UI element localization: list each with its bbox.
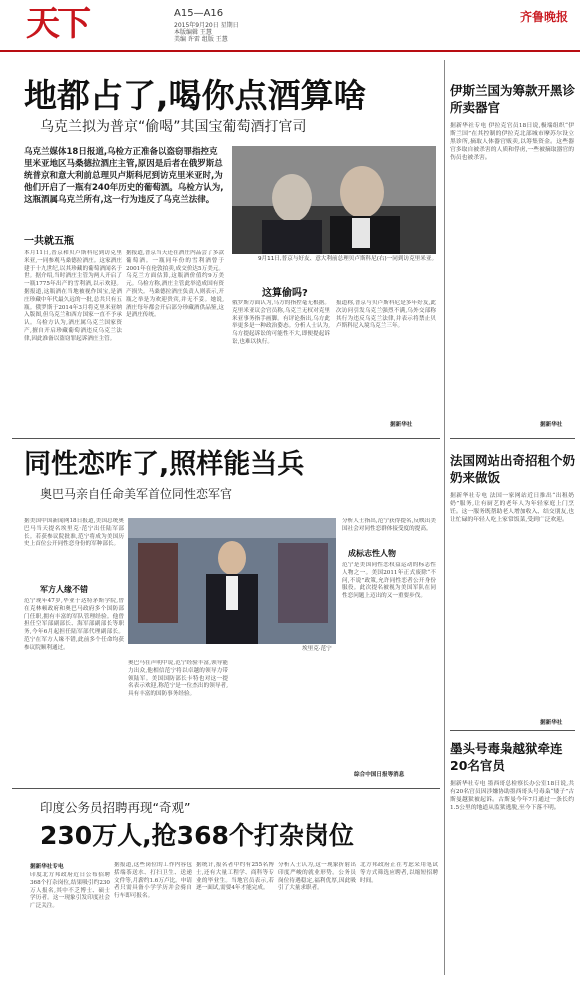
story2-col1: 范宁现年47岁,毕业于达特茅斯学院,曾在克林顿政府和奥巴马政府多个国防部门任职,拥有丰富的军队管理经验。他曾担任空军部副部长、海军部副部长等职务,今年6月起担任陆军部代理副部长。范宁在军方人缘不错,此前多个任命均获参议院顺利通过。 xyxy=(24,598,124,651)
sidebar-item1-author: 据新华社 xyxy=(540,422,563,428)
story3-kicker: 印度公务员招聘再现“奇观” xyxy=(40,800,191,815)
story3-col4: 分析人士认为,这一现象折射出印度严峻的就业形势。公务员岗位待遇稳定,福利优厚,因此吸引了大量求职者。 xyxy=(278,862,356,892)
sidebar-item1-title: 伊斯兰国为筹款开黑诊所卖器官 xyxy=(450,83,576,115)
story1-col1: 本月11日,普京和贝卢斯科尼到访克里米亚,一同参观马桑德拉酒庄。这家酒庄建于十九世纪,以其珍藏的葡萄酒闻名于世。据介绍,当时酒庄主管为两人开启了一瓶1775年出产的雪利酒,以示欢迎。据报道,这瓶酒在当地被视作国宝,是酒庄珍藏中年代最久远的一批,总共只有五瓶。俄罗斯于2014年3月将克里米亚纳入版图,但乌克兰和西方国家一直不予承认。乌检方认为,酒庄属乌克兰国家资产,擅自开启珍藏葡萄酒违反乌克兰法律,因此准备以盗窃罪起诉酒庄主管。 xyxy=(24,250,122,342)
story2-subhead: 奥巴马亲自任命美军首位同性恋军官 xyxy=(40,487,233,501)
story2-author: 综合中国日报等消息 xyxy=(354,772,405,778)
story2-col4: 分析人士指出,范宁获得提名,反映出美国社会对同性恋群体接受度的提高。 xyxy=(342,518,436,532)
story1-photo xyxy=(232,146,436,254)
sidebar-item3-title: 墨头号毒枭越狱牵连20名官员 xyxy=(450,741,563,773)
sidebar-divider xyxy=(450,438,575,439)
editor-line: 本版编辑 王慧 xyxy=(174,29,212,36)
story1-col3: 俄罗斯方面认为,乌方的指控毫无根据。克里米亚议会官员称,乌克兰无权对克里米亚事务指手画脚。有评论指出,乌方此举更多是一种政治姿态。分析人士认为,乌方提起诉讼的可能性不大,即便提起诉讼,也难以执行。 xyxy=(232,300,330,345)
story3-col1: 印度北方邦政府近日公布招聘368个打杂岗位,结果吸引约230万人报名,其中不乏博士、硕士学历者。这一现象引发印度社会广泛关注。 xyxy=(30,872,110,910)
story2-intro: 据美国中国新闻网18日报道,美国总统奥巴马当天提名埃里克·范宁出任陆军部长。若获参议院批准,范宁将成为美国历史上首位公开同性恋身份的军种部长。 xyxy=(24,518,124,548)
putin-berlusconi-photo xyxy=(232,146,436,254)
story1-section-title: 一共就五瓶 xyxy=(24,236,74,247)
column-divider xyxy=(444,60,445,975)
story3-col5: 北方邦政府正在考虑采用笔试等方式筛选应聘者,以缩短招聘时间。 xyxy=(360,862,438,884)
section-divider xyxy=(12,438,440,439)
story2-photo xyxy=(128,518,336,644)
masthead xyxy=(0,0,580,52)
sidebar-item2-title: 法国网站出奇招租个奶奶来做饭 xyxy=(450,453,576,485)
story1-col4: 报道称,普京与贝卢斯科尼是多年好友,此次访问引发乌克兰强烈不满,乌外交部称其行为违反乌克兰法律,并表示将禁止贝卢斯科尼入境乌克兰三年。 xyxy=(336,300,436,330)
story3-col3: 据统计,报名者中约有255名博士,还有大量工程学、商科等专业的毕业生。当地官员表示,若逐一面试,需要4年才能完成。 xyxy=(196,862,274,892)
sidebar-item2-body: 据新华社专电 法国一家网站近日推出“出租奶奶”服务,让有厨艺的老年人为年轻家庭上门烹饪。这一服务既帮助老人增加收入、结交朋友,也让忙碌的年轻人吃上家常饭菜,受到广泛欢迎。 xyxy=(450,493,574,523)
story1-author: 据新华社 xyxy=(390,422,413,428)
story2-section2-title: 成标志性人物 xyxy=(348,549,396,558)
designer-line: 美编 许雷 组版 王慧 xyxy=(174,36,228,43)
story3-author: 据新华社专电 xyxy=(30,864,64,870)
section-divider xyxy=(12,788,440,789)
fanning-photo xyxy=(128,518,336,644)
newspaper-brand: 齐鲁晚报 xyxy=(519,10,568,24)
story2-col3: 范宁是美国同性恋权益运动的标志性人物之一。美国2011年正式废除“不问,不说”政策,允许同性恋者公开身份服役。此次提名被视为美国军队在同性恋问题上迈出的又一重要步伐。 xyxy=(342,562,436,600)
sidebar-item3-body: 据新华社专电 墨西哥总检察长办公室18日说,共有20名官员因涉嫌协助墨西哥头号毒枭“矮子”古斯曼越狱被起诉。古斯曼今年7月通过一条长约1.5公里的地道从监狱逃脱,至今下落不明。 xyxy=(450,781,574,811)
story3-col2: 据报道,这些岗位的工作内容包括端茶送水、打扫卫生、送递文件等,月薪约1.6万卢比。申请者只需具备小学学历并会骑自行车即可报名。 xyxy=(114,862,192,900)
story2-col2: 奥巴马在声明中说,范宁经验丰富,领导能力出众,他相信范宁将以卓越的领导力带领陆军。美国国防部长卡特也对这一提名表示欢迎,称范宁是一位杰出的领导者,具有丰富的国防事务经验。 xyxy=(128,660,228,698)
story2-headline: 同性恋咋了,照样能当兵 xyxy=(24,449,305,480)
story2-photo-caption: 埃里克·范宁 xyxy=(302,646,332,652)
sidebar-item2-author: 据新华社 xyxy=(540,720,563,726)
story1-section2-title: 这算偷吗? xyxy=(262,288,308,299)
story1-photo-caption: 9月11日,普京与好友、意大利前总理贝卢斯科尼(右)一同到访克里米亚。 xyxy=(258,256,438,262)
story3-headline: 230万人,抢368个打杂岗位 xyxy=(40,821,354,850)
story1-col2: 据报道,普京当天还在酒庄内品尝了多款葡萄酒。一瓶同年份的雪利酒曾于2001年在伦敦拍卖,成交价达5万美元。乌克兰方面估算,这瓶酒价值约9万美元。乌检方称,酒庄主管此举造成国有资产损失。马桑德拉酒庄负责人则表示,开瓶之举是为欢迎贵宾,并无不妥。她说,酒庄每年都会开启部分珍藏酒供品鉴,这是酒庄传统。 xyxy=(126,250,224,319)
story2-col2b xyxy=(232,660,336,778)
story2-section-title: 军方人缘不错 xyxy=(40,585,88,594)
issue-info xyxy=(174,22,239,43)
section-logo: 天下 xyxy=(26,4,88,44)
story1-lead: 乌克兰媒体18日报道,乌检方正准备以盗窃罪指控克里米亚地区马桑德拉酒庄主管,原因是后者在俄罗斯总统普京和意大利前总理贝卢斯科尼到访克里米亚时,为他们开启了一瓶有240年历史的葡萄酒。乌检方认为,这瓶酒属乌克兰所有,这一行为违反了乌克兰法律。 xyxy=(24,147,224,205)
sidebar-item1-body: 据新华社专电 伊拉克官员18日说,极端组织“伊斯兰国”在其控制的伊拉克北部城市摩苏尔设立黑诊所,摘取人体器官贩卖,以筹集资金。这些器官多取自被杀害的人质和俘虏,一些被摘取器官的伤员也被杀害。 xyxy=(450,123,574,161)
story1-headline: 地都占了,喝你点酒算啥 xyxy=(24,76,367,115)
page-range: A15—A16 xyxy=(174,8,224,19)
issue-date: 2015年9月20日 星期日 xyxy=(174,22,239,29)
sidebar-divider xyxy=(450,730,575,731)
story1-subhead: 乌克兰拟为普京“偷喝”其国宝葡萄酒打官司 xyxy=(40,119,307,135)
